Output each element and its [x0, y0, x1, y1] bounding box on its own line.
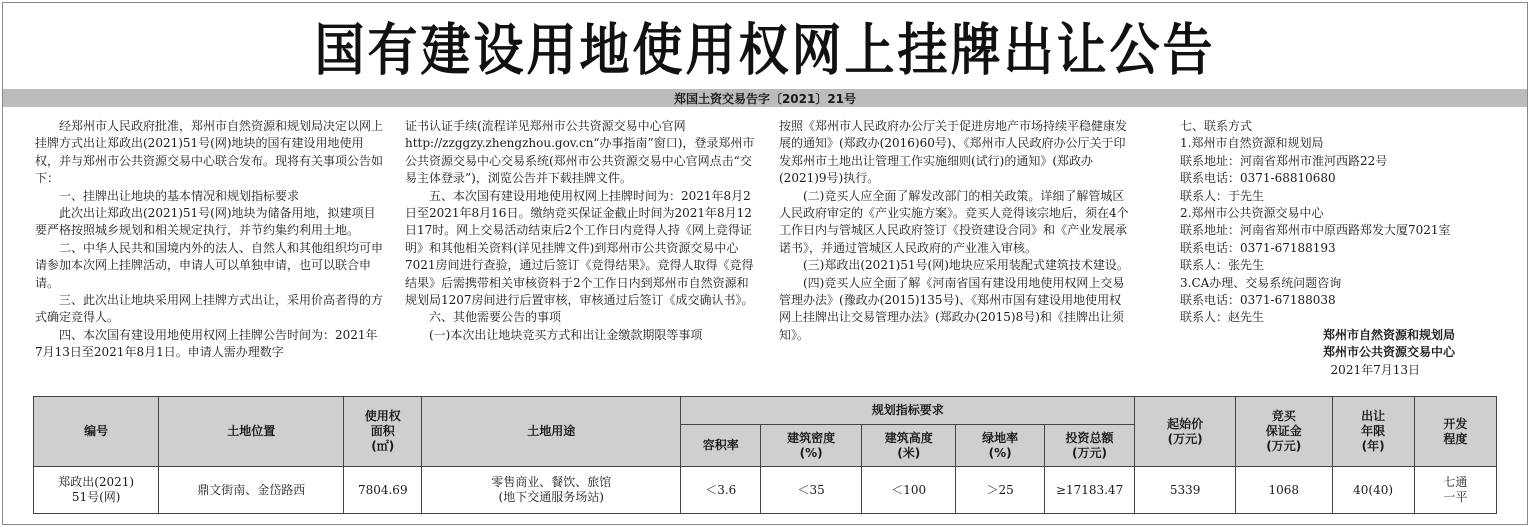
- signature-date: 2021年7月13日: [1330, 362, 1420, 377]
- header-term: 出让 年限 (年): [1332, 397, 1414, 467]
- doc-number-bar: [3, 89, 1527, 107]
- cell-far: ＜3.6: [681, 467, 761, 514]
- text-column-2: [405, 118, 755, 344]
- header-location: 土地位置: [159, 397, 344, 467]
- paragraph: 一、挂牌出让地块的基本情况和规划指标要求: [59, 188, 300, 203]
- contact-line: 3.CA办理、交易系统问题咨询: [1180, 275, 1342, 290]
- header-investment: 投资总额 (万元): [1044, 425, 1134, 467]
- land-info-table: [33, 396, 1497, 514]
- cell-deposit: 1068: [1235, 467, 1332, 514]
- cell-development: 七通 一平: [1414, 467, 1496, 514]
- cell-investment: ≥17183.47: [1044, 467, 1134, 514]
- contact-lines: [1180, 118, 1490, 327]
- paragraph: 此次出让郑政出(2021)51号(网)地块为储备用地，拟建项目要严格按照城乡规划和相关规定执行，并节约集约利用土地。: [35, 206, 376, 238]
- contact-line: 联系地址：河南省郑州市淮河西路22号: [1180, 153, 1388, 168]
- contact-line: 1.郑州市自然资源和规划局: [1180, 136, 1324, 151]
- contact-line: 联系人：张先生: [1180, 258, 1265, 273]
- notice-body: [0, 118, 1530, 386]
- paragraph: 三、此次出让地块采用网上挂牌方式出让，采用价高者得的方式确定竞得人。: [35, 293, 384, 325]
- text-column-1: [35, 118, 385, 362]
- header-start-price: 起始价 (万元): [1135, 397, 1236, 467]
- paragraph: (一)本次出让地块竞买方式和出让金缴款期限等事项: [429, 327, 703, 342]
- header-deposit: 竞买 保证金 (万元): [1235, 397, 1332, 467]
- paragraph: 经郑州市人民政府批准，郑州市自然资源和规划局决定以网上挂牌方式出让郑政出(2021)51号(网)地块的国有建设用地使用权，并与郑州市公共资源交易中心联合发布。现将有关事项公告如下：: [35, 119, 384, 186]
- cell-start-price: 5339: [1135, 467, 1236, 514]
- cell-height: ＜100: [861, 467, 956, 514]
- cell-area: 7804.69: [344, 467, 422, 514]
- paragraph: 四、本次国有建设用地使用权网上挂牌公告时间为：2021年7月13日至2021年8月1日。申请人需办理数字: [35, 327, 378, 360]
- contact-line: 联系电话：0371-67188193: [1180, 240, 1336, 255]
- contact-column: [1180, 118, 1490, 379]
- contact-line: 联系人：赵先生: [1180, 310, 1265, 325]
- cell-term: 40(40): [1332, 467, 1414, 514]
- header-id: 编号: [34, 397, 159, 467]
- paragraph: 六、其他需要公告的事项: [429, 310, 562, 325]
- notice-title: 国有建设用地使用权网上挂牌出让公告: [314, 18, 1216, 83]
- header-area: 使用权 面积 (㎡): [344, 397, 422, 467]
- contact-line: 七、联系方式: [1180, 119, 1253, 133]
- contact-line: 联系地址：河南省郑州市中原西路郑发大厦7021室: [1180, 223, 1451, 238]
- text-column-3: [779, 118, 1131, 344]
- header-height: 建筑高度 (米): [861, 425, 956, 467]
- header-development: 开发 程度: [1414, 397, 1496, 467]
- title-bar: [3, 3, 1527, 89]
- contact-line: 2.郑州市公共资源交易中心: [1180, 206, 1324, 221]
- cell-density: ＜35: [761, 467, 862, 514]
- cell-green: ＞25: [956, 467, 1044, 514]
- cell-usage: 零售商业、餐饮、旅馆 (地下交通服务场站): [422, 467, 681, 514]
- contact-line: 联系电话：0371-67188038: [1180, 293, 1336, 308]
- cell-location: 鼎文街南、金岱路西: [159, 467, 344, 514]
- paragraph: (二)竞买人应全面了解发改部门的相关政策。详细了解管城区人民政府审定的《产业实施方案》。竞买人竞得该宗地后，须在4个工作日内与管城区人民政府签订《投资建设合同》和《产业发展承诺书》，并通过管城区人民政府的产业准入审核。: [779, 188, 1129, 255]
- contact-line: 联系人：于先生: [1180, 188, 1265, 203]
- header-green: 绿地率 (%): [956, 425, 1044, 467]
- table-row: [34, 467, 1497, 514]
- contact-line: 联系电话：0371-68810680: [1180, 171, 1336, 186]
- cell-id: 郑政出(2021) 51号(网): [34, 467, 159, 514]
- paragraph: 五、本次国有建设用地使用权网上挂牌时间为：2021年8月2日至2021年8月16日。缴纳竞买保证金截止时间为2021年8月12日17时。网上交易活动结束后2个工作日内竞得人持《网上竞得证明》和其他相关资料(详见挂牌文件)到郑州市公共资源交易中心7021房间进行查验，通过后签订《竞得结果》。竞得人取得《竞得结果》后需携带相关审核资料于2个工作日内到郑州市自然资源和规划局1207房间进行后置审核，审核通过后签订《成交确认书》。: [405, 188, 754, 308]
- signature-org-2: 郑州市公共资源交易中心: [1322, 345, 1455, 360]
- header-usage: 土地用途: [422, 397, 681, 467]
- signature-org-1: 郑州市自然资源和规划局: [1322, 327, 1455, 342]
- paragraph: (四)竞买人应全面了解《河南省国有建设用地使用权网上交易管理办法》(豫政办(2015)135号)、《郑州市国有建设用地使用权网上挂牌出让交易管理办法》(郑政办(2015)8号)和《挂牌出让须知》。: [779, 275, 1125, 342]
- header-planning: 规划指标要求: [681, 397, 1135, 425]
- paragraph: 证书认证手续(流程详见郑州市公共资源交易中心官网http://zzggzy.zhengzhou.gov.cn“办事指南”窗口)，登录郑州市公共资源交易中心交易系统(郑州市公共资源交易中心官网点击“交易主体登录”)，浏览公告并下载挂牌文件。: [405, 119, 755, 186]
- header-far: 容积率: [681, 425, 761, 467]
- doc-number: 郑国土资交易告字〔2021〕21号: [673, 91, 857, 106]
- header-density: 建筑密度 (%): [761, 425, 862, 467]
- paragraph: 按照《郑州市人民政府办公厅关于促进房地产市场持续平稳健康发展的通知》(郑政办(2016)60号)、《郑州市人民政府办公厅关于印发郑州市土地出让管理工作实施细则(试行)的通知》(郑政办(2021)9号)执行。: [779, 119, 1128, 186]
- paragraph: 二、中华人民共和国境内外的法人、自然人和其他组织均可申请参加本次网上挂牌活动，申请人可以单独申请，也可以联合申请。: [35, 240, 384, 290]
- paragraph: (三)郑政出(2021)51号(网)地块应采用装配式建筑技术建设。: [803, 258, 1129, 273]
